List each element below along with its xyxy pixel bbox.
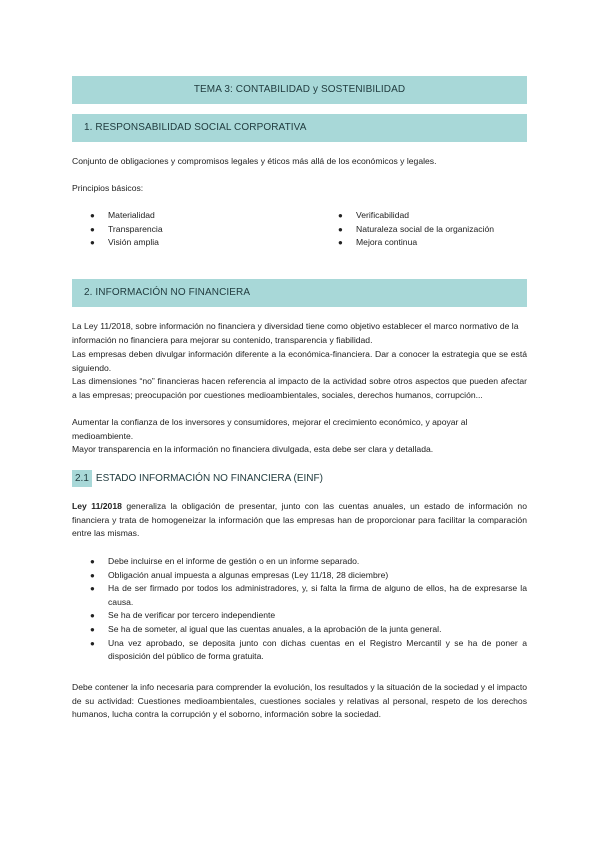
einf-intro: Ley 11/2018 generaliza la obligación de presentar, junto con las cuentas anuales, un estado de información no financiera y trata de homogeneizar la información que las empresas han de proporcionar para facilitar la comparación entre las mismas.: [72, 501, 527, 539]
paragraph: Las empresas deben divulgar información diferente a la económica-financiera. Dar a conocer la estrategia que se está siguiendo.: [72, 349, 527, 373]
list-item: ● Ha de ser firmado por todos los administradores, y, si falta la firma de alguno de ellos, ha de expresarse la causa.: [90, 583, 527, 607]
list-item: ● Materialidad: [90, 210, 155, 220]
list-item: ● Se ha de verificar por tercero independiente: [90, 610, 276, 621]
subsection-number: 2.1: [72, 470, 92, 487]
law-reference: Ley 11/2018: [72, 501, 122, 511]
subsection-title: ESTADO INFORMACIÓN NO FINANCIERA (EINF): [95, 473, 323, 484]
paragraph: Las dimensiones “no” financieras hacen referencia al impacto de la actividad sobre otros aspectos que pueden afectar a las empresas; preocupación por cuestiones medioambientales, sociales, derechos humanos, corrupción...: [72, 376, 527, 400]
subsection-2-1-heading: [72, 470, 323, 487]
list-item: ● Naturaleza social de la organización: [338, 223, 495, 234]
list-item: ● Debe incluirse en el informe de gestión o en un informe separado.: [90, 556, 360, 566]
list-item: ● Obligación anual impuesta a algunas empresas (Ley 11/18, 28 diciembre): [90, 569, 389, 580]
paragraph: Aumentar la confianza de los inversores y consumidores, mejorar el crecimiento económico, y apoyar al medioambiente.: [72, 417, 468, 441]
einf-bullets: [88, 555, 527, 664]
list-item: ● Transparencia: [90, 223, 163, 234]
section-2-heading: 2. INFORMACIÓN NO FINANCIERA: [72, 279, 527, 307]
einf-closing: Debe contener la info necesaria para comprender la evolución, los resultados y la situación de la sociedad y el impacto de su actividad: Cuestiones medioambientales, cuestiones sociales y relativas al personal, respeto de los derechos humanos, lucha contra la corrupción y el soborno, información sobre la sociedad.: [72, 682, 527, 720]
list-item: ● Una vez aprobado, se deposita junto con dichas cuentas en el Registro Mercantil y se ha de poner a disposición del público de forma gratuita.: [90, 637, 527, 662]
document-title: TEMA 3: CONTABILIDAD y SOSTENIBILIDAD: [72, 76, 527, 104]
rsc-definition: Conjunto de obligaciones y compromisos legales y éticos más allá de los económicos y legales.: [72, 156, 437, 166]
principles-label: Principios básicos:: [72, 183, 144, 193]
list-item: ● Mejora continua: [338, 237, 418, 248]
paragraph: Mayor transparencia en la información no financiera divulgada, esta debe ser clara y detallada.: [72, 444, 434, 454]
list-item: ● Verificabilidad: [338, 210, 410, 220]
list-item: ● Visión amplia: [90, 237, 159, 248]
paragraph: La Ley 11/2018, sobre información no financiera y diversidad tiene como objetivo establecer el marco normativo de la información no financiera para mejorar su contenido, transparencia y fiabilidad.: [72, 321, 519, 345]
list-item: ● Se ha de someter, al igual que las cuentas anuales, a la aprobación de la junta general.: [90, 623, 442, 634]
principles-list-right: [336, 209, 526, 250]
principles-list-left: [88, 209, 308, 250]
section-1-heading: 1. RESPONSABILIDAD SOCIAL CORPORATIVA: [72, 114, 527, 142]
